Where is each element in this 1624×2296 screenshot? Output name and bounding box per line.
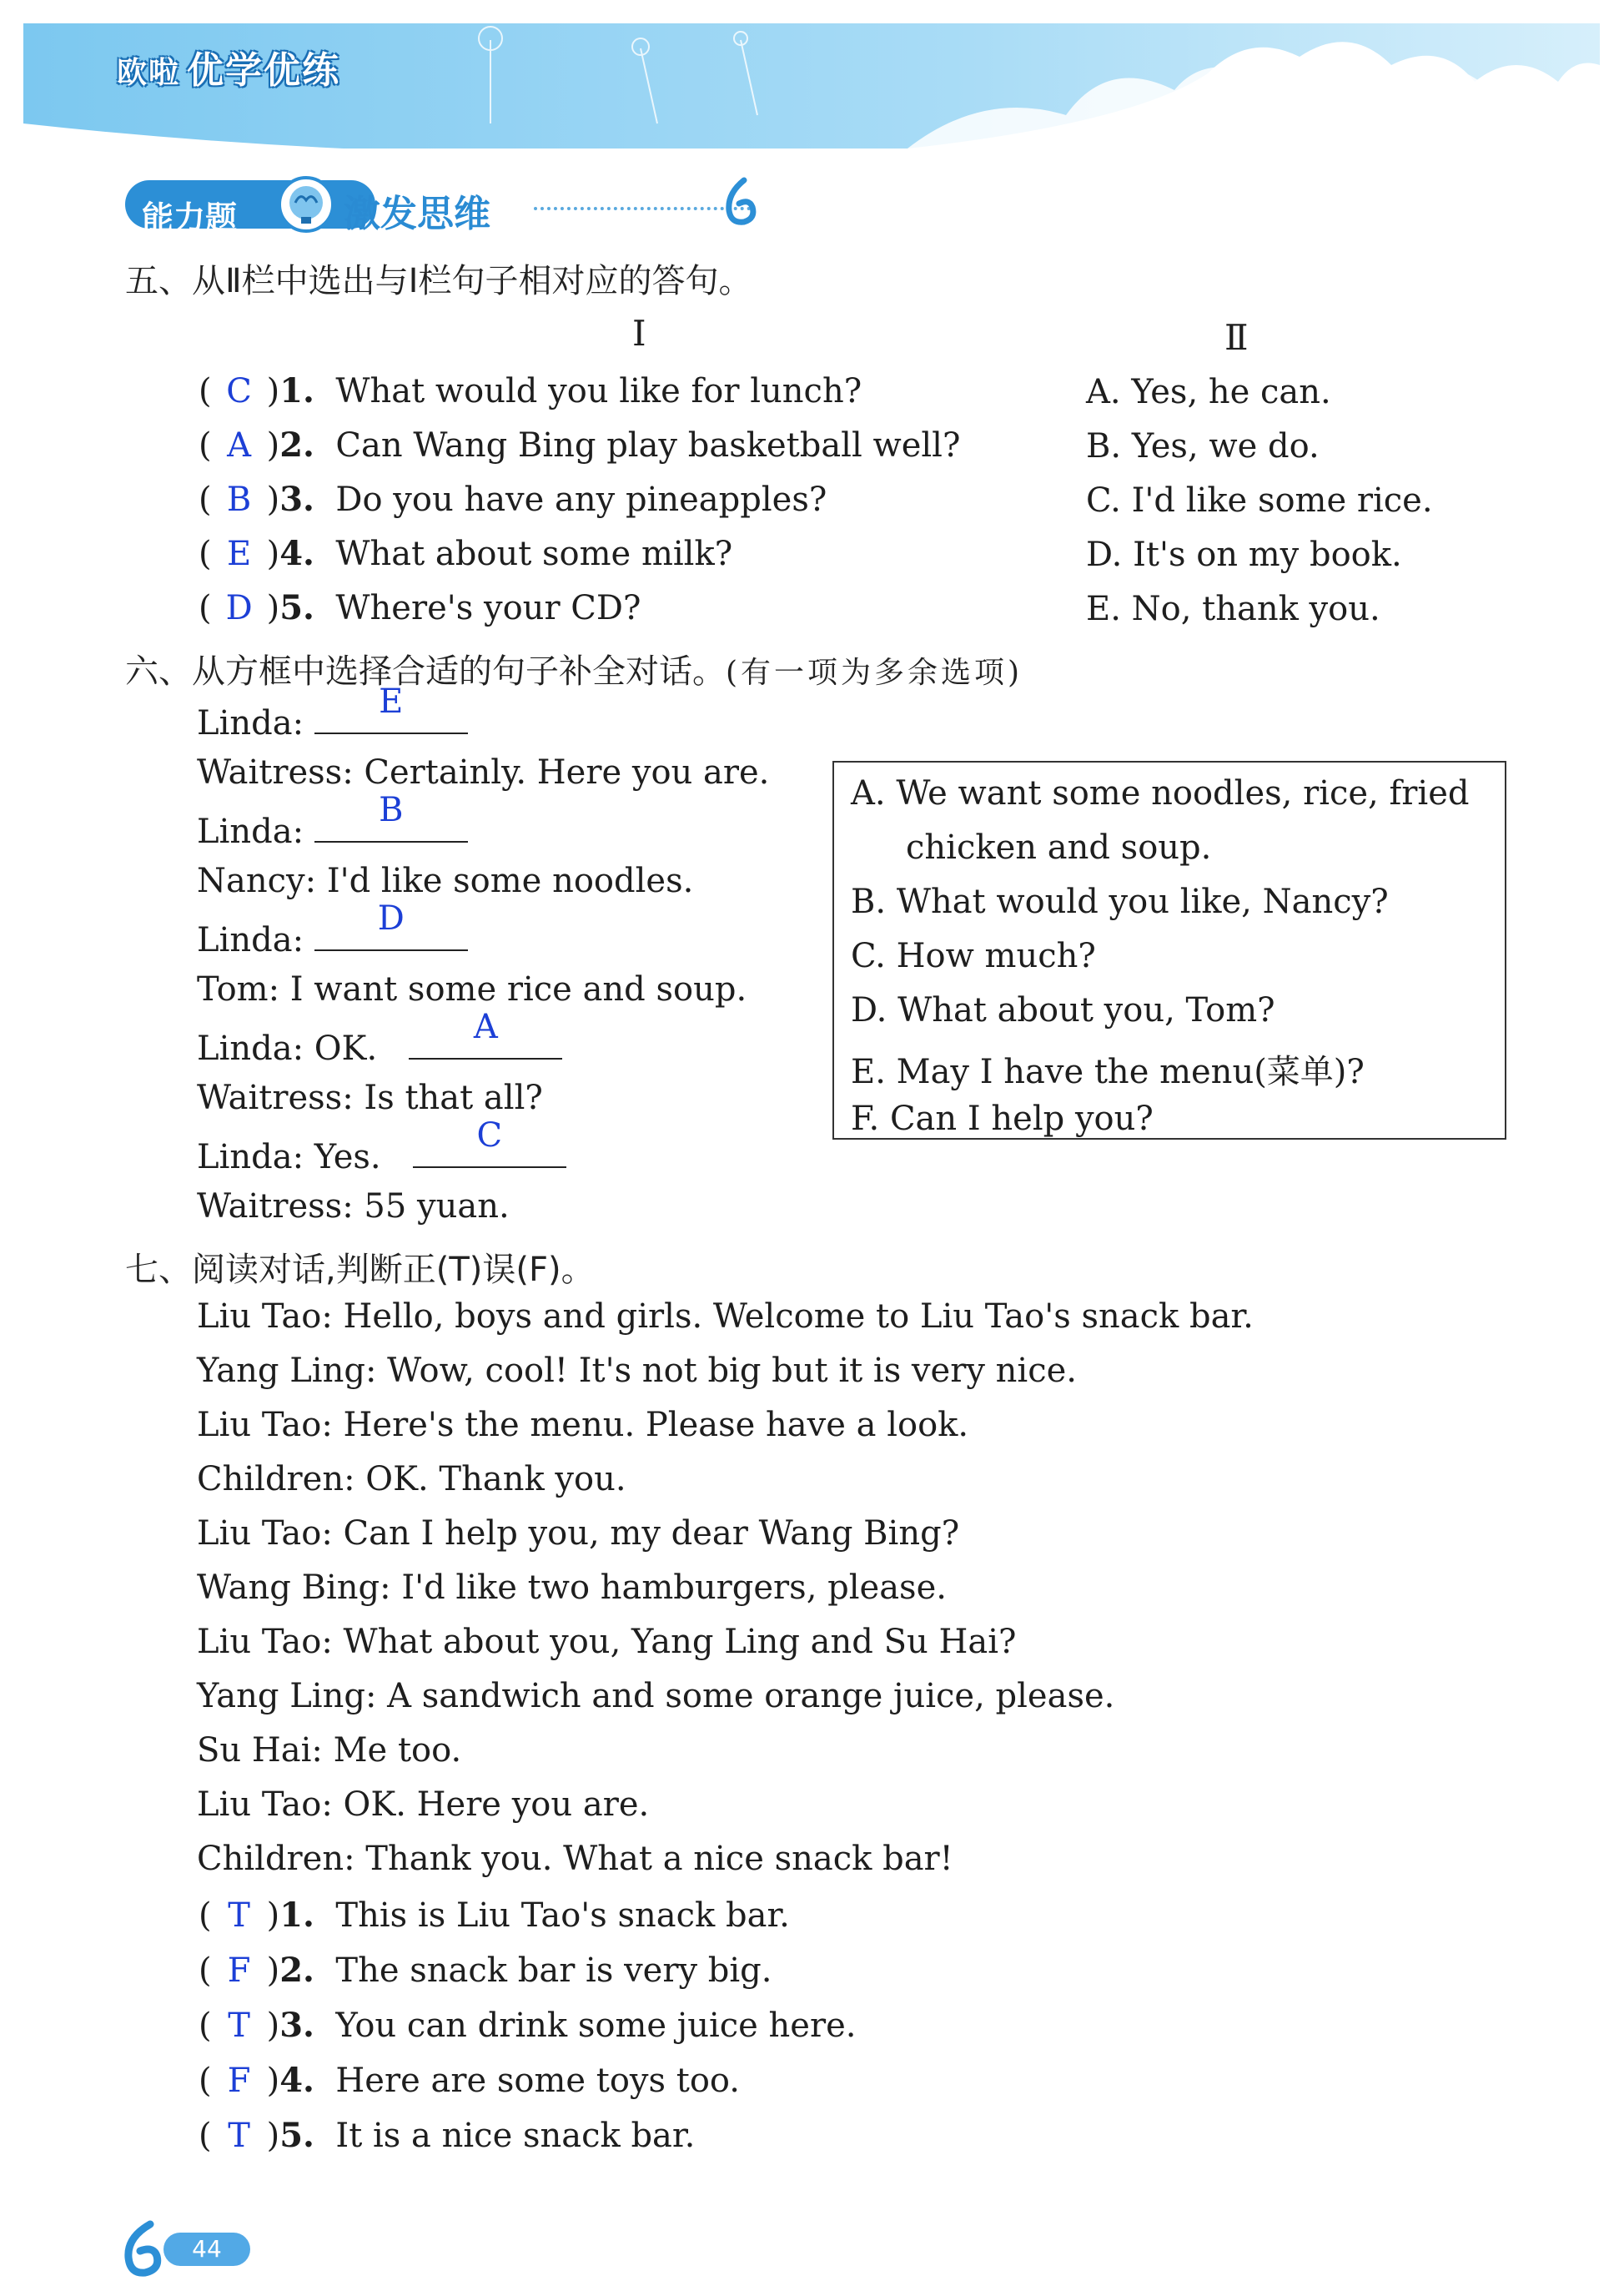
dialogue-line xyxy=(197,970,747,1009)
tag-pill xyxy=(125,180,375,236)
judgment-item: ( F )4. Here are some toys too. xyxy=(199,2061,741,2100)
matching-question: ( B )3. Do you have any pineapples? xyxy=(199,480,827,519)
item-number: 3. xyxy=(279,2006,314,2045)
dialogue-line xyxy=(197,1079,543,1117)
answer-letter: C xyxy=(226,372,252,410)
answer-blank xyxy=(314,791,468,843)
footer-swirl-icon xyxy=(117,2219,167,2279)
judgment-item: ( T )5. It is a nice snack bar. xyxy=(199,2116,696,2155)
response-option: A. Yes, he can. xyxy=(1086,373,1331,411)
response-option: D. It's on my book. xyxy=(1086,536,1402,574)
speaker: Tom: xyxy=(197,970,280,1009)
statement-text: Here are some toys too. xyxy=(335,2062,741,2100)
answer-letter: T xyxy=(228,1896,250,1935)
answer-blank xyxy=(413,1116,566,1168)
brand-prefix: 欧啦 xyxy=(117,56,181,90)
answer-letter: E xyxy=(227,535,252,573)
question-number: 3. xyxy=(279,480,314,519)
statement-text: The snack bar is very big. xyxy=(335,1951,772,1990)
dialogue-text: I want some rice and soup. xyxy=(289,970,747,1009)
matching-question: ( C )1. What would you like for lunch? xyxy=(199,371,862,410)
reading-line: Children: Thank you. What a nice snack bar! xyxy=(197,1840,953,1878)
column2-label: Ⅱ xyxy=(1224,317,1249,358)
section5-heading: 五、从Ⅱ栏中选出与Ⅰ栏句子相对应的答句。 xyxy=(125,262,752,300)
brain-icon xyxy=(277,175,335,234)
question-text: What would you like for lunch? xyxy=(335,372,862,410)
dialogue-line xyxy=(197,682,468,743)
option-item: F. Can I help you? xyxy=(851,1100,1154,1138)
option-box xyxy=(832,761,1506,1140)
speaker: Nancy: xyxy=(197,862,317,900)
judgment-item: ( T )1. This is Liu Tao's snack bar. xyxy=(199,1896,790,1935)
brand-title: 优学优练 xyxy=(187,49,341,92)
question-text: Where's your CD? xyxy=(335,589,641,627)
brand-logo xyxy=(117,40,340,93)
speaker: Linda: xyxy=(197,921,304,959)
dialogue-text: 55 yuan. xyxy=(364,1187,510,1226)
matching-question: ( A )2. Can Wang Bing play basketball well? xyxy=(199,425,961,465)
dialogue-line xyxy=(197,862,693,900)
speaker: Waitress: xyxy=(197,1187,354,1226)
answer-blank xyxy=(409,1008,562,1060)
speaker: Linda: xyxy=(197,704,304,743)
reading-line: Liu Tao: Hello, boys and girls. Welcome to Liu Tao's snack bar. xyxy=(197,1297,1254,1336)
dialogue-text: Certainly. Here you are. xyxy=(364,753,770,792)
question-number: 5. xyxy=(279,588,314,627)
judgment-item: ( F )2. The snack bar is very big. xyxy=(199,1951,772,1990)
answer-letter: F xyxy=(227,1951,251,1990)
blank-answer: C xyxy=(476,1116,503,1155)
dialogue-text: I'd like some noodles. xyxy=(326,862,694,900)
question-number: 2. xyxy=(279,425,314,465)
section6-note: (有一项为多余选项) xyxy=(726,656,1023,690)
option-item: B. What would you like, Nancy? xyxy=(851,883,1389,921)
reading-line: Wang Bing: I'd like two hamburgers, please. xyxy=(197,1568,947,1607)
speaker: Waitress: xyxy=(197,753,354,792)
option-item: D. What about you, Tom? xyxy=(851,991,1275,1030)
item-number: 5. xyxy=(279,2116,314,2155)
answer-blank xyxy=(314,682,468,734)
speaker: Linda: xyxy=(197,813,304,851)
tag-label: 能力题 xyxy=(142,199,238,236)
section-title: 激发思维 xyxy=(344,193,490,235)
reading-line: Su Hai: Me too. xyxy=(197,1731,462,1770)
swirl-icon xyxy=(719,177,759,227)
dialogue-line xyxy=(197,1116,566,1176)
dialogue-text: Is that all? xyxy=(364,1079,543,1117)
speaker: Linda: xyxy=(197,1030,304,1068)
question-text: Can Wang Bing play basketball well? xyxy=(335,426,961,465)
reading-line: Liu Tao: What about you, Yang Ling and Su Hai? xyxy=(197,1623,1017,1661)
blank-answer: B xyxy=(379,791,404,829)
reading-line: Liu Tao: Can I help you, my dear Wang Bing? xyxy=(197,1514,960,1553)
item-number: 4. xyxy=(279,2061,314,2100)
reading-line: Liu Tao: Here's the menu. Please have a look. xyxy=(197,1406,969,1444)
item-number: 2. xyxy=(279,1951,314,1990)
blank-answer: A xyxy=(473,1008,498,1046)
section7-heading: 七、阅读对话,判断正(T)误(F)。 xyxy=(125,1251,595,1289)
statement-text: This is Liu Tao's snack bar. xyxy=(335,1896,790,1935)
response-option: C. I'd like some rice. xyxy=(1086,481,1433,520)
section6-heading xyxy=(125,645,1023,692)
answer-letter: T xyxy=(228,2117,250,2155)
question-text: Do you have any pineapples? xyxy=(335,481,827,519)
reading-line: Liu Tao: OK. Here you are. xyxy=(197,1785,650,1824)
judgment-item: ( T )3. You can drink some juice here. xyxy=(199,2006,857,2045)
matching-question: ( E )4. What about some milk? xyxy=(199,534,733,573)
dialogue-line xyxy=(197,1187,510,1226)
section-banner xyxy=(125,175,767,234)
statement-text: It is a nice snack bar. xyxy=(335,2117,696,2155)
answer-letter: D xyxy=(225,589,253,627)
dotted-line xyxy=(534,207,751,210)
column1-label: Ⅰ xyxy=(632,313,646,354)
dialogue-line xyxy=(197,791,468,851)
dialogue-text: OK. xyxy=(314,1030,378,1068)
question-number: 4. xyxy=(279,534,314,573)
speaker: Waitress: xyxy=(197,1079,354,1117)
dialogue-line xyxy=(197,1008,562,1068)
answer-letter: B xyxy=(226,481,252,519)
reading-line: Yang Ling: A sandwich and some orange juice, please. xyxy=(197,1677,1115,1715)
option-item: E. May I have the menu(菜单)? xyxy=(851,1053,1365,1091)
option-item: C. How much? xyxy=(851,937,1096,975)
answer-letter: A xyxy=(227,426,252,465)
response-option: B. Yes, we do. xyxy=(1086,427,1320,466)
statement-text: You can drink some juice here. xyxy=(335,2006,857,2045)
dialogue-text: Yes. xyxy=(314,1138,381,1176)
dialogue-line xyxy=(197,753,769,792)
page-number: 44 xyxy=(163,2233,250,2266)
item-number: 1. xyxy=(279,1896,314,1935)
speaker: Linda: xyxy=(197,1138,304,1176)
question-number: 1. xyxy=(279,371,314,410)
option-item: A. We want some noodles, rice, fried xyxy=(851,774,1470,813)
blank-answer: E xyxy=(379,682,404,721)
reading-line: Children: OK. Thank you. xyxy=(197,1460,626,1498)
answer-letter: F xyxy=(227,2062,251,2100)
answer-letter: T xyxy=(228,2006,250,2045)
reading-line: Yang Ling: Wow, cool! It's not big but it is very nice. xyxy=(197,1352,1077,1390)
option-item-continued: chicken and soup. xyxy=(906,828,1212,867)
section6-title: 六、从方框中选择合适的句子补全对话。 xyxy=(125,652,726,691)
dialogue-line xyxy=(197,899,468,959)
response-option: E. No, thank you. xyxy=(1086,590,1380,628)
blank-answer: D xyxy=(377,899,405,938)
question-text: What about some milk? xyxy=(335,535,733,573)
answer-blank xyxy=(314,899,468,951)
matching-question: ( D )5. Where's your CD? xyxy=(199,588,641,627)
